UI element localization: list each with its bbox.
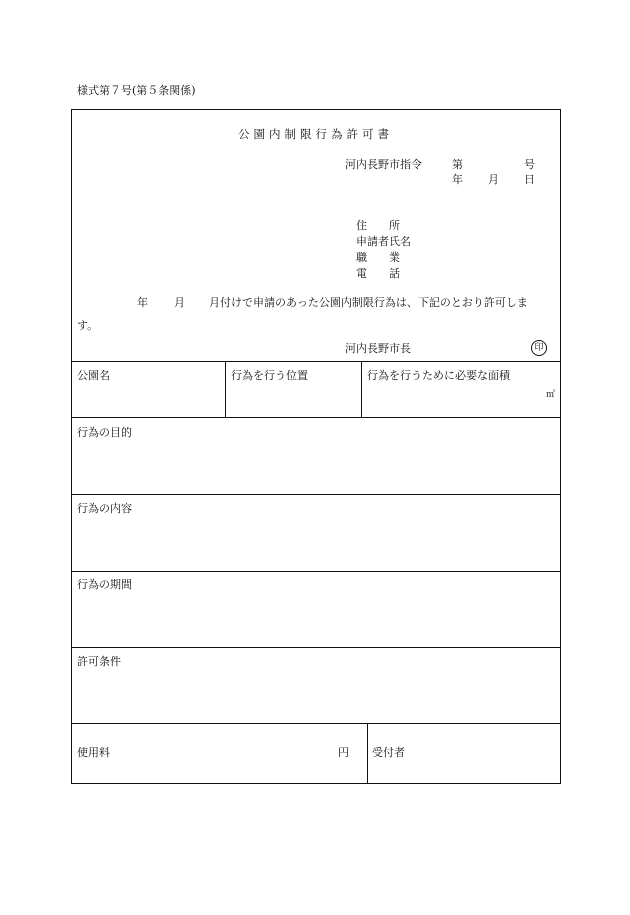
- number-suffix: 号: [524, 158, 535, 171]
- applicant-phone-label: 電 話: [356, 267, 400, 280]
- divider: [72, 494, 560, 495]
- permit-statement-end: す。: [77, 319, 99, 332]
- divider: [225, 361, 226, 417]
- park-name-label: 公園名: [77, 369, 110, 382]
- conditions-label: 許可条件: [77, 655, 121, 668]
- permit-statement: 月付けで申請のあった公園内制限行為は、下記のとおり許可しま: [209, 296, 528, 309]
- location-label: 行為を行う位置: [231, 369, 308, 382]
- area-label: 行為を行うために必要な面積: [367, 369, 510, 382]
- content-label: 行為の内容: [77, 502, 132, 515]
- fee-unit: 円: [338, 746, 349, 759]
- issue-day-label: 日: [524, 173, 535, 186]
- divider: [72, 417, 560, 418]
- seal-mark: 印: [531, 340, 547, 356]
- divider: [72, 361, 560, 362]
- number-prefix: 第: [452, 158, 463, 171]
- issue-year-label: 年: [452, 173, 463, 186]
- divider: [361, 361, 362, 417]
- area-unit: ㎡: [546, 390, 556, 400]
- issue-month-label: 月: [488, 173, 499, 186]
- divider: [72, 647, 560, 648]
- receiver-label: 受付者: [372, 746, 405, 759]
- period-label: 行為の期間: [77, 578, 132, 591]
- applicant-name-label: 申請者氏名: [356, 235, 411, 248]
- form-number-label: 様式第７号(第５条関係): [77, 84, 196, 97]
- permit-form: [71, 109, 561, 784]
- applicant-address-label: 住 所: [356, 219, 400, 232]
- divider: [72, 723, 560, 724]
- divider: [367, 723, 368, 783]
- applicant-occupation-label: 職 業: [356, 251, 400, 264]
- application-month-label: 月: [174, 296, 185, 309]
- issuer-label: 河内長野市指令: [345, 158, 422, 171]
- application-year-label: 年: [137, 296, 148, 309]
- document-title: 公園内制限行為許可書: [238, 127, 393, 141]
- divider: [72, 571, 560, 572]
- fee-label: 使用料: [77, 746, 110, 759]
- mayor-label: 河内長野市長: [345, 342, 411, 355]
- purpose-label: 行為の目的: [77, 426, 132, 439]
